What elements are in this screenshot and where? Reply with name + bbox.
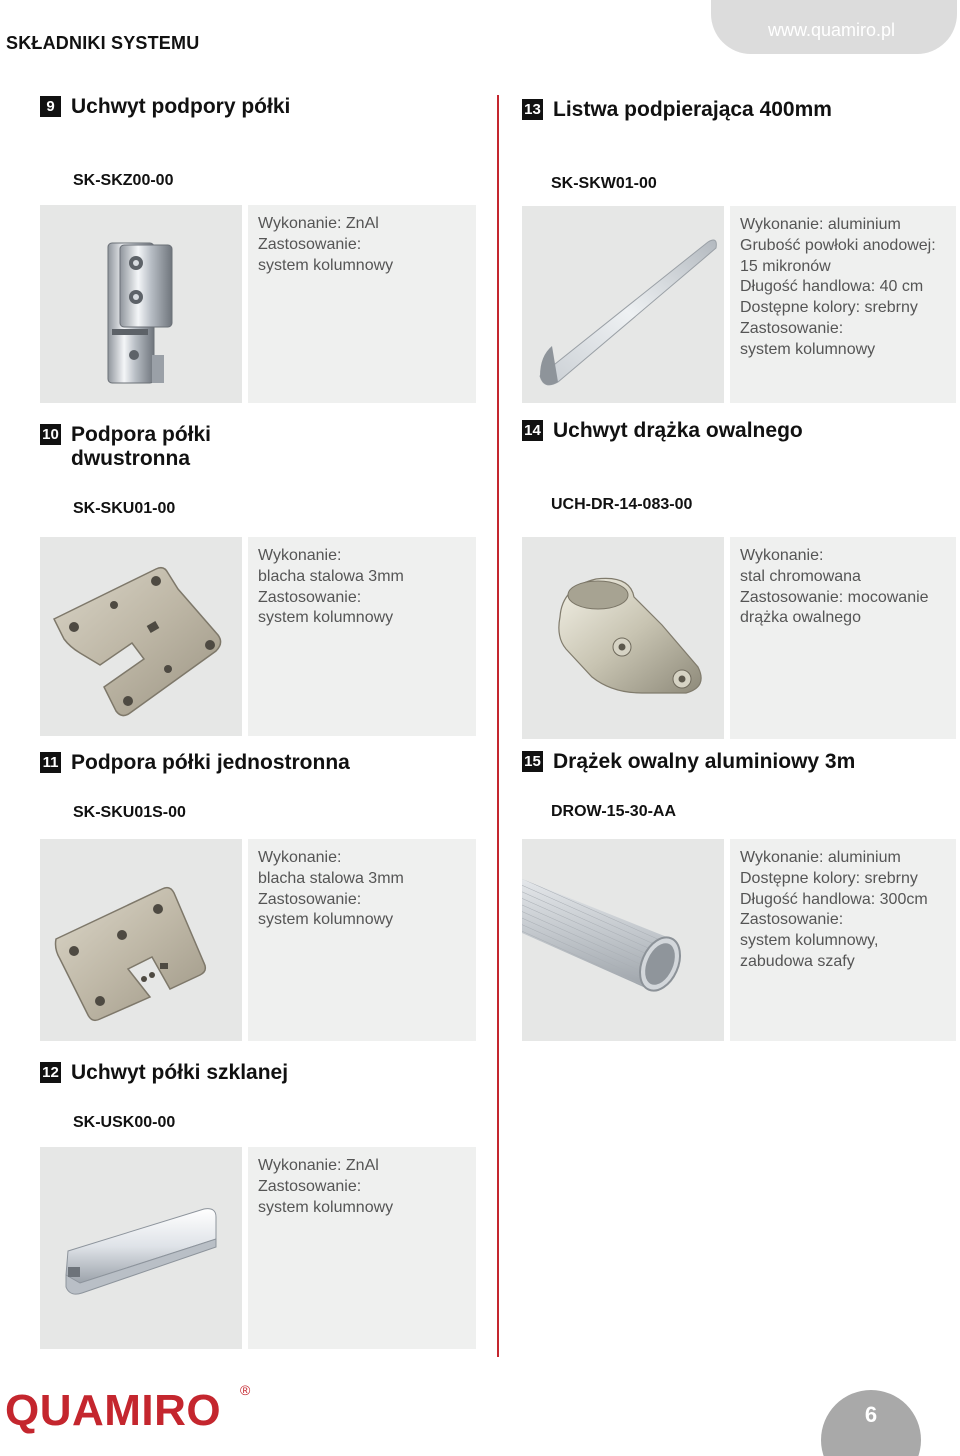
product-photo-double-shelf-support	[40, 537, 242, 736]
product-description	[730, 206, 956, 403]
item-title: Uchwyt podpory półki	[71, 95, 291, 118]
registered-mark: ®	[240, 1382, 251, 1398]
description-line: Wykonanie: ZnAl	[258, 215, 379, 232]
item-12-heading	[40, 1061, 288, 1085]
description-line: zabudowa szafy	[740, 952, 855, 970]
description-line: system kolumnowy	[258, 911, 394, 929]
section-title: SKŁADNIKI SYSTEMU	[6, 33, 200, 53]
product-photo-support-strip	[522, 206, 724, 403]
description-line: Grubość powłoki anodowej:	[740, 236, 936, 254]
description-line: system kolumnowy	[258, 1198, 394, 1216]
product-code: UCH-DR-14-083-00	[551, 496, 693, 513]
description-line: Wykonanie:	[258, 547, 342, 564]
item-number-badge: 15	[522, 751, 543, 772]
description-line: system kolumnowy	[740, 340, 876, 358]
description-line: Długość handlowa: 300cm	[740, 890, 928, 908]
product-code: SK-SKZ00-00	[73, 172, 174, 189]
description-line: 15 mikronów	[740, 257, 831, 275]
description-line: Dostępne kolory: srebrny	[740, 299, 918, 317]
product-photo-oval-aluminium-rod	[522, 839, 724, 1041]
column-divider	[497, 95, 499, 1357]
description-line: system kolumnowy	[258, 256, 394, 274]
product-code: SK-SKU01S-00	[73, 804, 186, 821]
description-line: Zastosowanie: mocowanie	[740, 588, 929, 606]
item-number-badge: 13	[522, 99, 543, 120]
description-line: Wykonanie:	[258, 849, 342, 866]
item-9-heading	[40, 95, 290, 119]
product-code: DROW-15-30-AA	[551, 803, 677, 820]
item-11-heading	[40, 751, 350, 775]
description-line: Zastosowanie:	[740, 911, 844, 929]
page-number: 6	[864, 1402, 878, 1427]
item-title-line: dwustronna	[71, 447, 190, 470]
product-description	[730, 839, 956, 1041]
product-description	[730, 537, 956, 739]
description-line: Wykonanie: aluminium	[740, 849, 901, 866]
description-line: system kolumnowy	[258, 609, 394, 627]
item-number-badge: 12	[40, 1062, 61, 1083]
description-line: Zastosowanie:	[258, 890, 362, 908]
description-line: Zastosowanie:	[258, 588, 362, 606]
item-number-badge: 14	[522, 420, 543, 441]
description-line: Zastosowanie:	[258, 235, 362, 253]
product-code: SK-SKW01-00	[551, 175, 657, 192]
item-14-heading	[522, 419, 803, 443]
product-description	[248, 1147, 476, 1349]
item-title	[71, 423, 211, 471]
item-title-line: Podpora półki	[71, 423, 212, 446]
description-line: stal chromowana	[740, 567, 861, 585]
item-title: Listwa podpierająca 400mm	[553, 98, 832, 121]
description-line: Wykonanie: aluminium	[740, 216, 901, 233]
description-line: Zastosowanie:	[258, 1177, 362, 1195]
description-line: drążka owalnego	[740, 609, 861, 627]
item-title: Podpora półki jednostronna	[71, 751, 350, 774]
item-10-heading	[40, 423, 211, 471]
product-description	[248, 839, 476, 1041]
description-line: Długość handlowa: 40 cm	[740, 278, 924, 296]
item-15-heading	[522, 750, 855, 774]
description-line: Wykonanie: ZnAl	[258, 1157, 379, 1174]
product-code: SK-USK00-00	[73, 1114, 176, 1131]
description-line: Wykonanie:	[740, 547, 824, 564]
description-line: Zastosowanie:	[740, 319, 844, 337]
product-description	[248, 537, 476, 736]
item-title: Drążek owalny aluminiowy 3m	[553, 750, 856, 773]
item-title: Uchwyt drążka owalnego	[553, 419, 803, 442]
description-line: Dostępne kolory: srebrny	[740, 869, 918, 887]
item-number-badge: 10	[40, 424, 61, 445]
product-photo-single-shelf-support	[40, 839, 242, 1041]
product-photo-glass-shelf-holder	[40, 1147, 242, 1349]
item-number-badge: 11	[40, 752, 61, 773]
product-code: SK-SKU01-00	[73, 500, 176, 517]
item-13-heading	[522, 98, 832, 122]
description-line: system kolumnowy,	[740, 932, 879, 950]
item-title: Uchwyt półki szklanej	[71, 1061, 289, 1084]
description-line: blacha stalowa 3mm	[258, 869, 404, 887]
product-photo-oval-rod-holder	[522, 537, 724, 739]
website-link[interactable]: www.quamiro.pl	[768, 20, 896, 40]
quamiro-logo: QUAMIRO	[5, 1386, 222, 1435]
item-number-badge: 9	[40, 96, 61, 117]
product-description	[248, 205, 476, 403]
description-line: blacha stalowa 3mm	[258, 567, 404, 585]
product-photo-shelf-support-bracket	[40, 205, 242, 403]
